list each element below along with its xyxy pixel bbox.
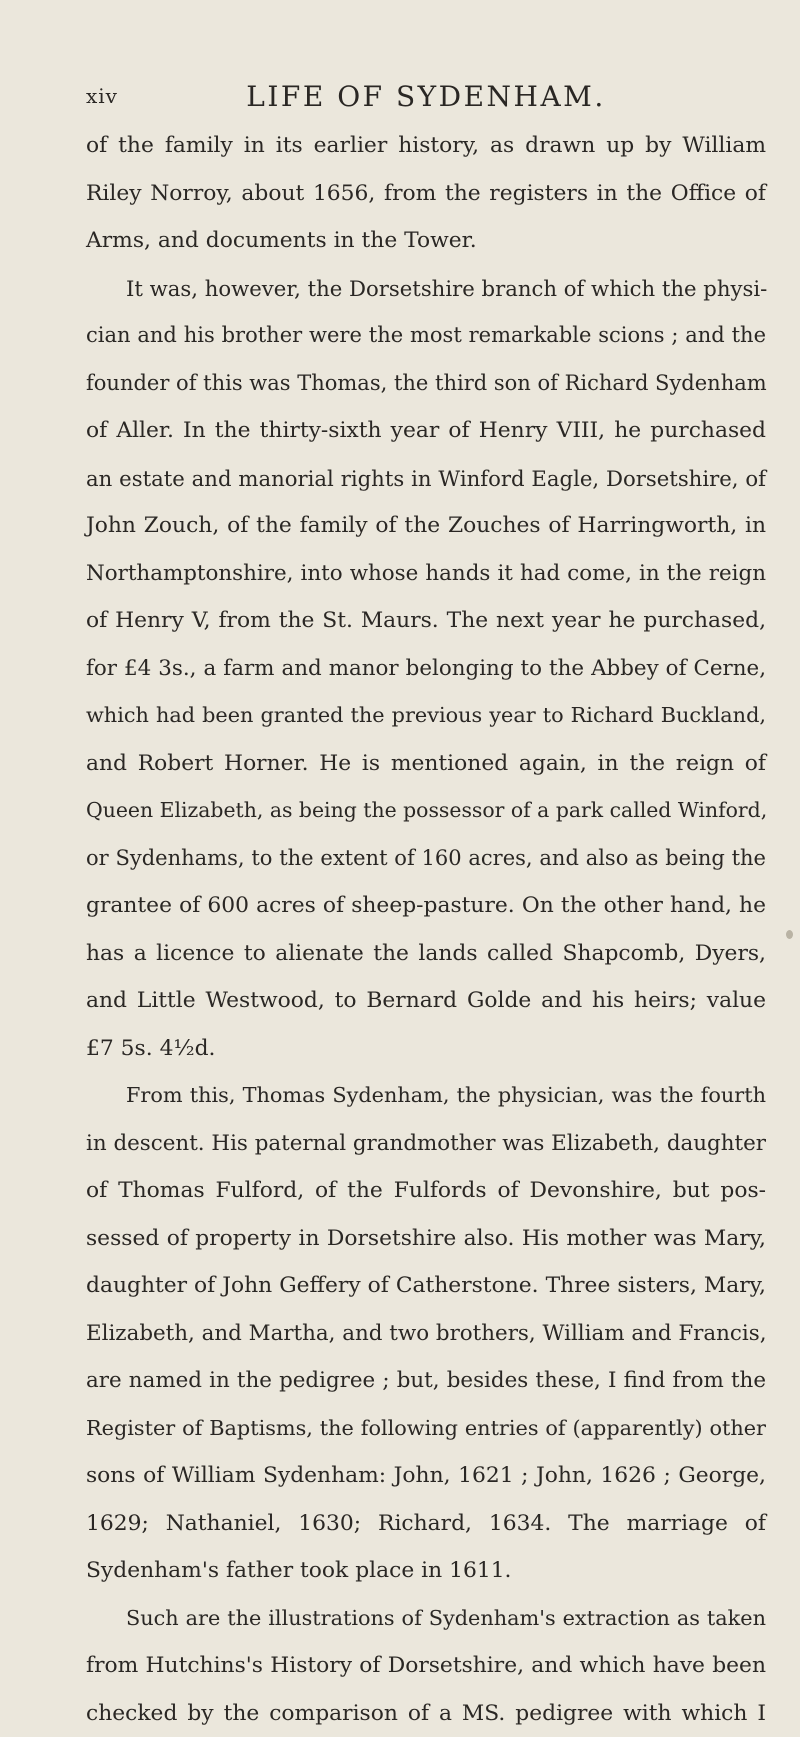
- text-line: Sydenham's father took place in 1611.: [86, 1547, 766, 1595]
- text-line: Arms, and documents in the Tower.: [86, 217, 766, 265]
- text-line: Riley Norroy, about 1656, from the registers in the Office of: [86, 170, 766, 218]
- text-line: Elizabeth, and Martha, and two brothers, William and Francis,: [86, 1310, 766, 1358]
- text-line: checked by the comparison of a MS. pedigree with which I: [86, 1690, 766, 1737]
- text-line: It was, however, the Dorsetshire branch of which the physi-: [86, 265, 766, 313]
- paper-smudge: [786, 930, 793, 939]
- page-header: [86, 80, 766, 116]
- text-line: of Thomas Fulford, of the Fulfords of Devonshire, but pos-: [86, 1167, 766, 1215]
- body-text: [86, 122, 766, 1737]
- text-line: sessed of property in Dorsetshire also. His mother was Mary,: [86, 1215, 766, 1263]
- running-title: LIFE OF SYDENHAM.: [86, 80, 766, 113]
- text-line: and Robert Horner. He is mentioned again, in the reign of: [86, 740, 766, 788]
- text-line: From this, Thomas Sydenham, the physician, was the fourth: [86, 1072, 766, 1120]
- text-line: in descent. His paternal grandmother was Elizabeth, daughter: [86, 1120, 766, 1168]
- text-line: from Hutchins's History of Dorsetshire, and which have been: [86, 1642, 766, 1690]
- text-line: sons of William Sydenham: John, 1621 ; John, 1626 ; George,: [86, 1452, 766, 1500]
- page-number: xiv: [86, 84, 118, 108]
- text-line: for £4 3s., a farm and manor belonging to the Abbey of Cerne,: [86, 645, 766, 693]
- text-line: are named in the pedigree ; but, besides these, I find from the: [86, 1357, 766, 1405]
- text-line: which had been granted the previous year to Richard Buckland,: [86, 692, 766, 740]
- text-line: or Sydenhams, to the extent of 160 acres, and also as being the: [86, 835, 766, 883]
- text-line: Queen Elizabeth, as being the possessor of a park called Winford,: [86, 787, 766, 835]
- text-line: Northamptonshire, into whose hands it had come, in the reign: [86, 550, 766, 598]
- text-line: grantee of 600 acres of sheep-pasture. On the other hand, he: [86, 882, 766, 930]
- text-line: of Henry V, from the St. Maurs. The next year he purchased,: [86, 597, 766, 645]
- text-line: and Little Westwood, to Bernard Golde and his heirs; value: [86, 977, 766, 1025]
- text-line: of the family in its earlier history, as drawn up by William: [86, 122, 766, 170]
- text-line: John Zouch, of the family of the Zouches of Harringworth, in: [86, 502, 766, 550]
- text-line: of Aller. In the thirty-sixth year of Henry VIII, he purchased: [86, 407, 766, 455]
- text-line: daughter of John Geffery of Catherstone. Three sisters, Mary,: [86, 1262, 766, 1310]
- text-line: founder of this was Thomas, the third son of Richard Sydenham: [86, 360, 766, 408]
- text-line: 1629; Nathaniel, 1630; Richard, 1634. The marriage of: [86, 1500, 766, 1548]
- text-line: cian and his brother were the most remarkable scions ; and the: [86, 312, 766, 360]
- text-line: £7 5s. 4½d.: [86, 1025, 766, 1073]
- text-line: Register of Baptisms, the following entries of (apparently) other: [86, 1405, 766, 1453]
- text-line: Such are the illustrations of Sydenham's extraction as taken: [86, 1595, 766, 1643]
- text-line: has a licence to alienate the lands called Shapcomb, Dyers,: [86, 930, 766, 978]
- text-line: an estate and manorial rights in Winford Eagle, Dorsetshire, of: [86, 455, 766, 503]
